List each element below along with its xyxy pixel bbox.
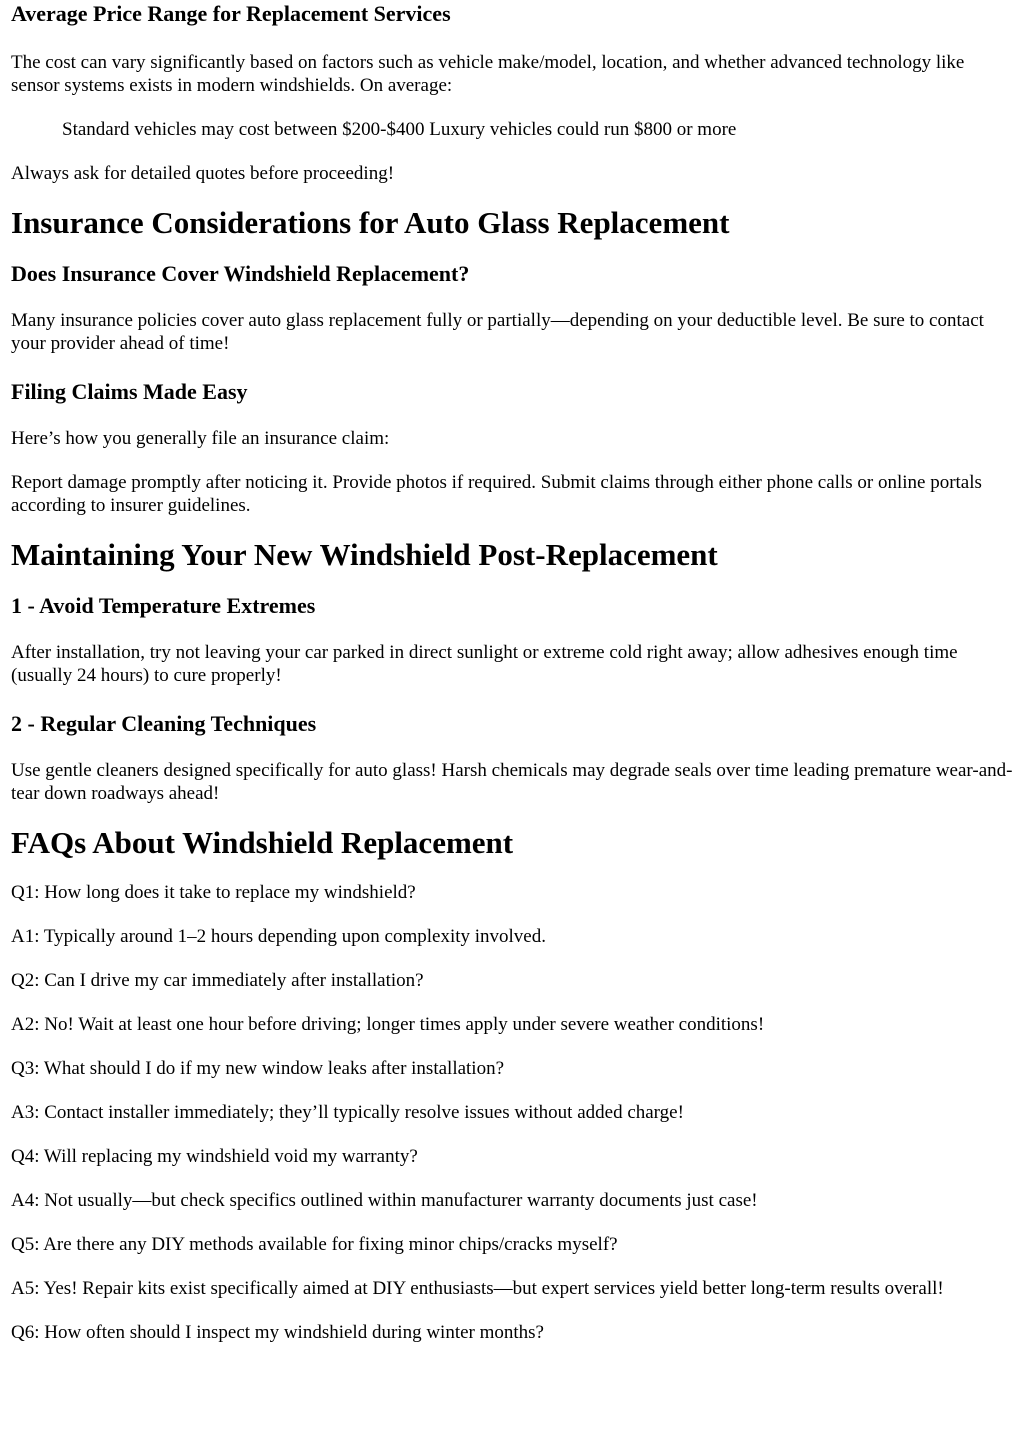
maintenance-heading: Maintaining Your New Windshield Post-Replacement (11, 537, 718, 572)
faq-question: Q5: Are there any DIY methods available for fixing minor chips/cracks myself? (11, 1234, 618, 1255)
faq-answer: A1: Typically around 1–2 hours depending upon complexity involved. (11, 926, 546, 947)
faq-answer: A5: Yes! Repair kits exist specifically aimed at DIY enthusiasts—but expert services yield better long-term results overall! (11, 1278, 944, 1299)
quote-advice-paragraph: Always ask for detailed quotes before proceeding! (11, 163, 395, 184)
cleaning-tip-heading: 2 - Regular Cleaning Techniques (11, 711, 317, 736)
insurance-heading: Insurance Considerations for Auto Glass Replacement (11, 205, 730, 240)
faq-answer: A2: No! Wait at least one hour before driving; longer times apply under severe weather conditions! (11, 1014, 765, 1035)
faq-answer: A3: Contact installer immediately; they’ll typically resolve issues without added charge! (11, 1102, 684, 1123)
claims-intro-paragraph: Here’s how you generally file an insurance claim: (11, 428, 390, 449)
faq-list (11, 881, 1014, 1344)
insurance-coverage-heading: Does Insurance Cover Windshield Replacement? (11, 261, 470, 286)
faq-question: Q6: How often should I inspect my windshield during winter months? (11, 1322, 544, 1343)
price-range-heading: Average Price Range for Replacement Services (11, 1, 451, 26)
insurance-coverage-paragraph: Many insurance policies cover auto glass replacement fully or partially—depending on your deductible level. Be sure to contact your provider ahead of time! (11, 310, 984, 354)
faqs-heading: FAQs About Windshield Replacement (11, 825, 514, 860)
faq-question: Q3: What should I do if my new window leaks after installation? (11, 1058, 505, 1079)
claims-steps-paragraph: Report damage promptly after noticing it. Provide photos if required. Submit claims through either phone calls or online portals according to insurer guidelines. (11, 472, 982, 516)
faq-question: Q2: Can I drive my car immediately after installation? (11, 970, 424, 991)
cleaning-tip-paragraph: Use gentle cleaners designed specifically for auto glass! Harsh chemicals may degrade seals over time leading premature wear-and-tear down roadways ahead! (11, 760, 1013, 804)
filing-claims-heading: Filing Claims Made Easy (11, 379, 248, 404)
faq-question: Q4: Will replacing my windshield void my warranty? (11, 1146, 418, 1167)
price-quote: Standard vehicles may cost between $200-$400 Luxury vehicles could run $800 or more (62, 119, 737, 140)
faq-answer: A4: Not usually—but check specifics outlined within manufacturer warranty documents just case! (11, 1190, 758, 1211)
price-intro-paragraph: The cost can vary significantly based on factors such as vehicle make/model, location, and whether advanced technology like sensor systems exists in modern windshields. On average: (11, 52, 965, 96)
temperature-tip-heading: 1 - Avoid Temperature Extremes (11, 593, 316, 618)
faq-question: Q1: How long does it take to replace my windshield? (11, 882, 416, 903)
temperature-tip-paragraph: After installation, try not leaving your car parked in direct sunlight or extreme cold right away; allow adhesives enough time (usually 24 hours) to cure properly! (11, 642, 958, 686)
